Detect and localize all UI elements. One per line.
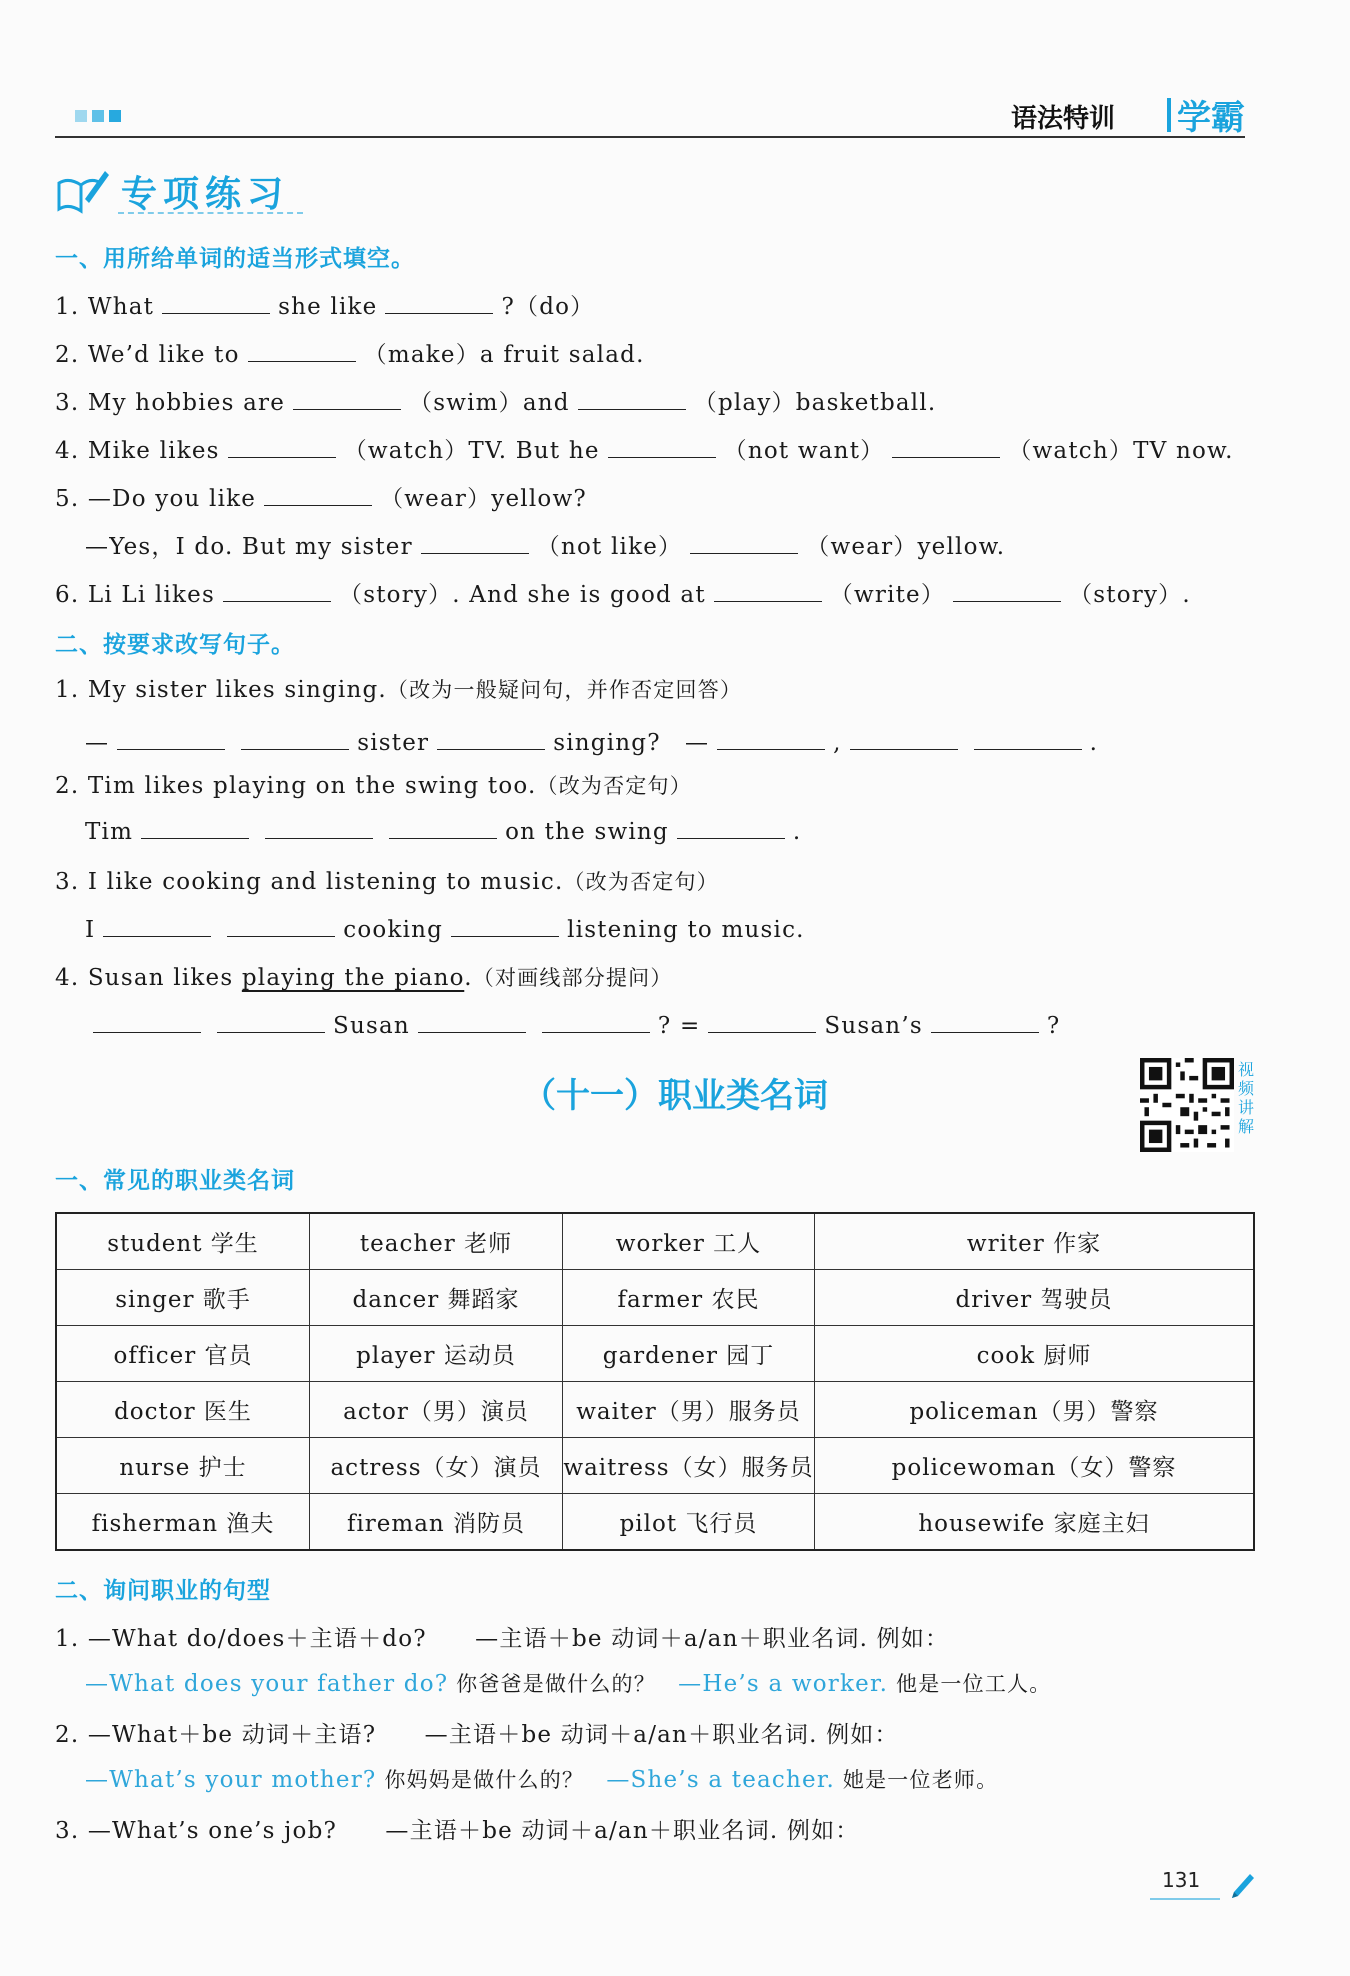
exercise-2-3-answer: I cooking listening to music. [85,917,805,943]
table-cell: worker 工人 [563,1213,815,1270]
qr-label: 视频讲解 [1238,1060,1255,1136]
table-cell: pilot 飞行员 [563,1494,815,1551]
page-number: 131 [1162,1868,1201,1892]
answer-blank[interactable] [418,1012,526,1033]
answer-blank[interactable] [437,729,545,750]
answer-blank[interactable] [974,729,1082,750]
table-row [56,1326,1254,1382]
table-cell: gardener 园丁 [563,1326,815,1382]
chapter-title: （十一）职业类名词 [522,1076,828,1116]
part2-heading: 二、按要求改写句子。 [55,632,295,658]
header-squares-decoration [75,110,121,122]
answer-blank[interactable] [293,389,401,410]
header-title: 语法特训 [1010,104,1115,134]
table-cell: housewife 家庭主妇 [815,1494,1255,1551]
table-row [56,1270,1254,1326]
exercise-1-1: 1. What she like ?（do） [55,294,595,320]
answer-blank[interactable] [578,389,686,410]
answer-blank[interactable] [608,437,716,458]
page-number-underline [1150,1898,1220,1900]
answer-blank[interactable] [141,818,249,839]
exercise-1-5a: 5. —Do you like （wear）yellow? [55,486,587,512]
exercise-2-2-answer: Tim on the swing . [85,819,802,845]
table-cell: policewoman（女）警察 [815,1438,1255,1494]
exercise-1-4: 4. Mike likes （watch）TV. But he （not want） （watch）TV now. [55,438,1234,464]
table-cell: actor（男）演员 [310,1382,563,1438]
table-row [56,1494,1254,1551]
table-cell: dancer 舞蹈家 [310,1270,563,1326]
occupation-table [55,1212,1255,1551]
exercise-2-4-answer: Susan ? = Susan’s ? [85,1012,1060,1039]
answer-blank[interactable] [714,581,822,602]
answer-blank[interactable] [265,818,373,839]
answer-blank[interactable] [228,437,336,458]
table-cell: fisherman 渔夫 [56,1494,310,1551]
table-row [56,1382,1254,1438]
part1-heading: 一、用所给单词的适当形式填空。 [55,246,415,272]
answer-blank[interactable] [162,293,270,314]
pattern-3: 3. —What’s one’s job? —主语＋be 动词＋a/an＋职业名词. 例如： [55,1818,860,1844]
header-divider [55,136,1245,138]
section-title-underline [118,212,303,214]
pencil-icon [1228,1868,1258,1898]
table-cell: fireman 消防员 [310,1494,563,1551]
exercise-2-3: 3. I like cooking and listening to music.（改为否定句） [55,869,719,895]
answer-blank[interactable] [451,916,559,937]
exercise-2-1: 1. My sister likes singing.（改为一般疑问句，并作否定回答） [55,677,743,703]
table-cell: doctor 医生 [56,1382,310,1438]
header-logo: 学霸 [1167,90,1245,139]
section-title-text: 专项练习 [121,173,290,215]
answer-blank[interactable] [103,916,211,937]
table-cell: waiter（男）服务员 [563,1382,815,1438]
table-cell: officer 官员 [56,1326,310,1382]
pattern-1: 1. —What do/does＋主语＋do? —主语＋be 动词＋a/an＋职业名词. 例如： [55,1626,950,1652]
pen-book-icon [55,165,111,217]
table-row [56,1438,1254,1494]
exercise-1-2: 2. We’d like to （make）a fruit salad. [55,342,645,368]
answer-blank[interactable] [264,485,372,506]
exercise-2-2: 2. Tim likes playing on the swing too.（改为否定句） [55,773,692,799]
answer-blank[interactable] [217,1012,325,1033]
exercise-1-5b: —Yes，I do. But my sister （not like） （wear）yellow. [85,534,1006,560]
answer-blank[interactable] [892,437,1000,458]
table-cell: waitress（女）服务员 [563,1438,815,1494]
answer-blank[interactable] [389,818,497,839]
answer-blank[interactable] [385,293,493,314]
answer-blank[interactable] [953,581,1061,602]
exercise-1-3: 3. My hobbies are （swim）and （play）basketball. [55,390,937,416]
exercise-2-1-answer: — sister singing? — , . [85,730,1099,756]
table-cell: player 运动员 [310,1326,563,1382]
pattern-2: 2. —What＋be 动词＋主语? —主语＋be 动词＋a/an＋职业名词. 例如： [55,1722,899,1748]
answer-blank[interactable] [931,1012,1039,1033]
table-cell: driver 驾驶员 [815,1270,1255,1326]
exercise-1-6: 6. Li Li likes （story）. And she is good at （write） （story）. [55,582,1191,608]
part4-heading: 二、询问职业的句型 [55,1578,271,1604]
answer-blank[interactable] [850,729,958,750]
table-cell: nurse 护士 [56,1438,310,1494]
answer-blank[interactable] [708,1012,816,1033]
answer-blank[interactable] [421,533,529,554]
answer-blank[interactable] [117,729,225,750]
answer-blank[interactable] [223,581,331,602]
answer-blank[interactable] [542,1012,650,1033]
answer-blank[interactable] [227,916,335,937]
answer-blank[interactable] [717,729,825,750]
exercise-2-4: 4. Susan likes playing the piano.（对画线部分提问） [55,965,673,991]
table-cell: writer 作家 [815,1213,1255,1270]
table-cell: actress（女）演员 [310,1438,563,1494]
answer-blank[interactable] [690,533,798,554]
table-cell: cook 厨师 [815,1326,1255,1382]
table-cell: policeman（男）警察 [815,1382,1255,1438]
part3-heading: 一、常见的职业类名词 [55,1168,295,1194]
table-cell: student 学生 [56,1213,310,1270]
answer-blank[interactable] [241,729,349,750]
answer-blank[interactable] [248,341,356,362]
pattern-2-example: —What’s your mother? 你妈妈是做什么的？ —She’s a teacher. 她是一位老师。 [85,1767,999,1793]
answer-blank[interactable] [93,1012,201,1033]
table-cell: teacher 老师 [310,1213,563,1270]
table-row [56,1213,1254,1270]
underlined-phrase: playing the piano [241,965,465,991]
answer-blank[interactable] [677,818,785,839]
pattern-1-example: —What does your father do? 你爸爸是做什么的？ —He’s a worker. 他是一位工人。 [85,1671,1052,1697]
table-cell: farmer 农民 [563,1270,815,1326]
table-cell: singer 歌手 [56,1270,310,1326]
section-title [55,165,289,217]
qr-code-icon[interactable] [1140,1058,1234,1152]
